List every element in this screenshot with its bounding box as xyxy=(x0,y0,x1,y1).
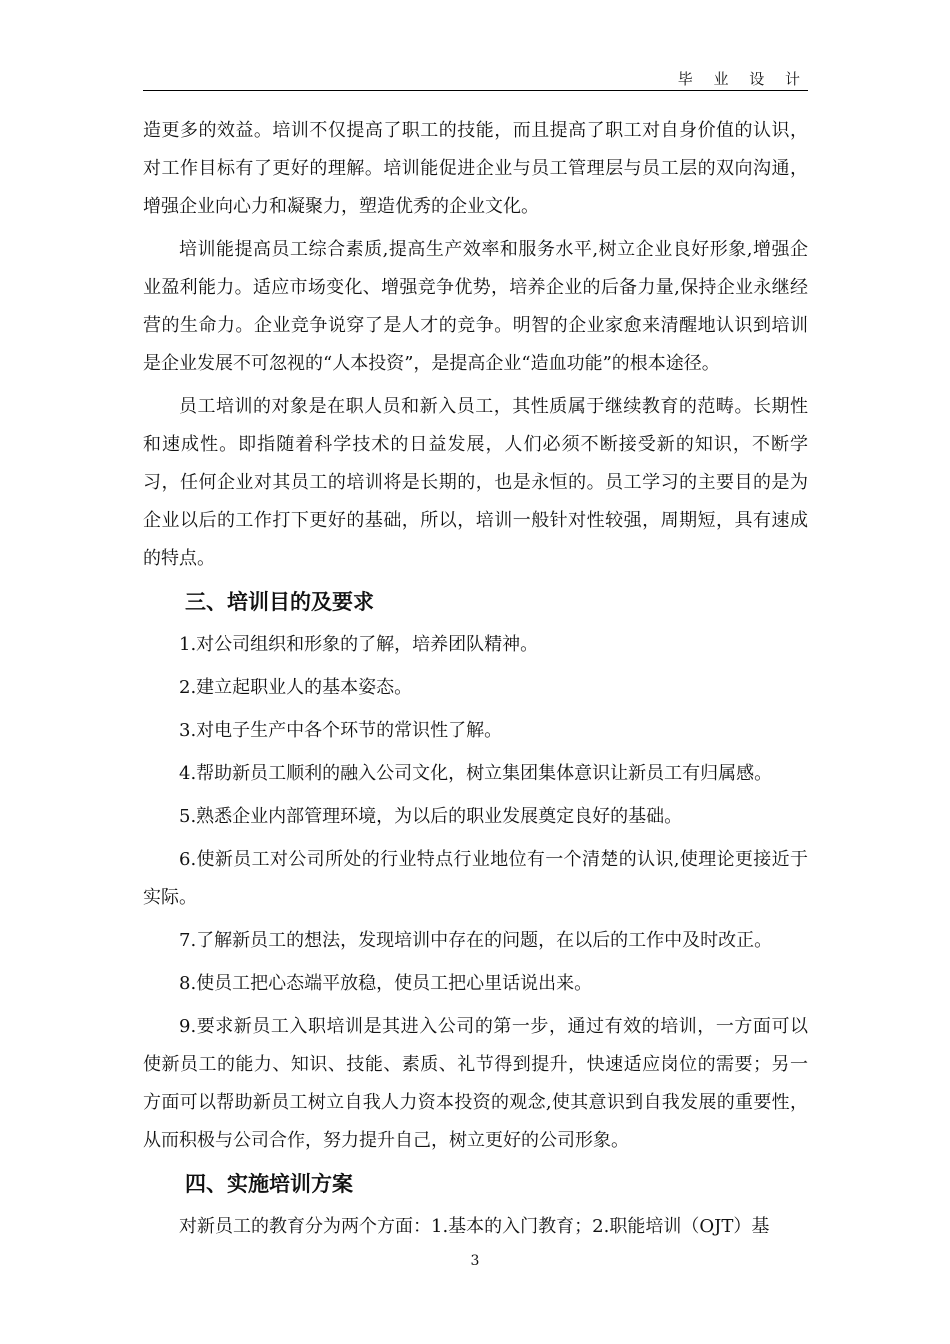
paragraph: 培训能提高员工综合素质,提高生产效率和服务水平,树立企业良好形象,增强企业盈利能力。适应市场变化、增强竞争优势，培养企业的后备力量,保持企业永继经营的生命力。企业竞争说穿了是人才的竞争。明智的企业家愈来清醒地认识到培训是企业发展不可忽视的“人本投资”，是提高企业“造血功能”的根本途径。 xyxy=(143,239,808,374)
list-item: 7.了解新员工的想法，发现培训中存在的问题，在以后的工作中及时改正。 xyxy=(179,930,773,951)
document-body xyxy=(143,112,808,1246)
header-title: 毕 业 设 计 xyxy=(677,70,808,88)
list-item: 2.建立起职业人的基本姿态。 xyxy=(179,677,413,698)
list-item: 5.熟悉企业内部管理环境，为以后的职业发展奠定良好的基础。 xyxy=(179,806,683,827)
page-number: 3 xyxy=(470,1253,480,1269)
list-item: 4.帮助新员工顺利的融入公司文化，树立集团集体意识让新员工有归属感。 xyxy=(179,763,773,784)
list-item: 3.对电子生产中各个环节的常识性了解。 xyxy=(179,720,503,741)
list-item: 6.使新员工对公司所处的行业特点行业地位有一个清楚的认识,使理论更接近于实际。 xyxy=(143,849,808,908)
list-item: 8.使员工把心态端平放稳，使员工把心里话说出来。 xyxy=(179,973,593,994)
paragraph: 造更多的效益。培训不仅提高了职工的技能，而且提高了职工对自身价值的认识，对工作目标有了更好的理解。培训能促进企业与员工管理层与员工层的双向沟通，增强企业向心力和凝聚力，塑造优秀的企业文化。 xyxy=(143,120,808,217)
list-item: 1.对公司组织和形象的了解，培养团队精神。 xyxy=(179,634,539,655)
section-heading: 四、实施培训方案 xyxy=(185,1171,353,1196)
section-heading: 三、培训目的及要求 xyxy=(185,589,374,614)
paragraph: 对新员工的教育分为两个方面：1.基本的入门教育；2.职能培训（OJT）基 xyxy=(179,1216,770,1237)
list-item: 9.要求新员工入职培训是其进入公司的第一步，通过有效的培训，一方面可以使新员工的能力、知识、技能、素质、礼节得到提升，快速适应岗位的需要；另一方面可以帮助新员工树立自我人力资本投资的观念,使其意识到自我发展的重要性，从而积极与公司合作，努力提升自己，树立更好的公司形象。 xyxy=(143,1016,808,1151)
paragraph: 员工培训的对象是在职人员和新入员工，其性质属于继续教育的范畴。长期性和速成性。即指随着科学技术的日益发展，人们必须不断接受新的知识，不断学习，任何企业对其员工的培训将是长期的，也是永恒的。员工学习的主要目的是为企业以后的工作打下更好的基础，所以，培训一般针对性较强，周期短，具有速成的特点。 xyxy=(143,396,808,569)
page-header xyxy=(143,68,808,91)
